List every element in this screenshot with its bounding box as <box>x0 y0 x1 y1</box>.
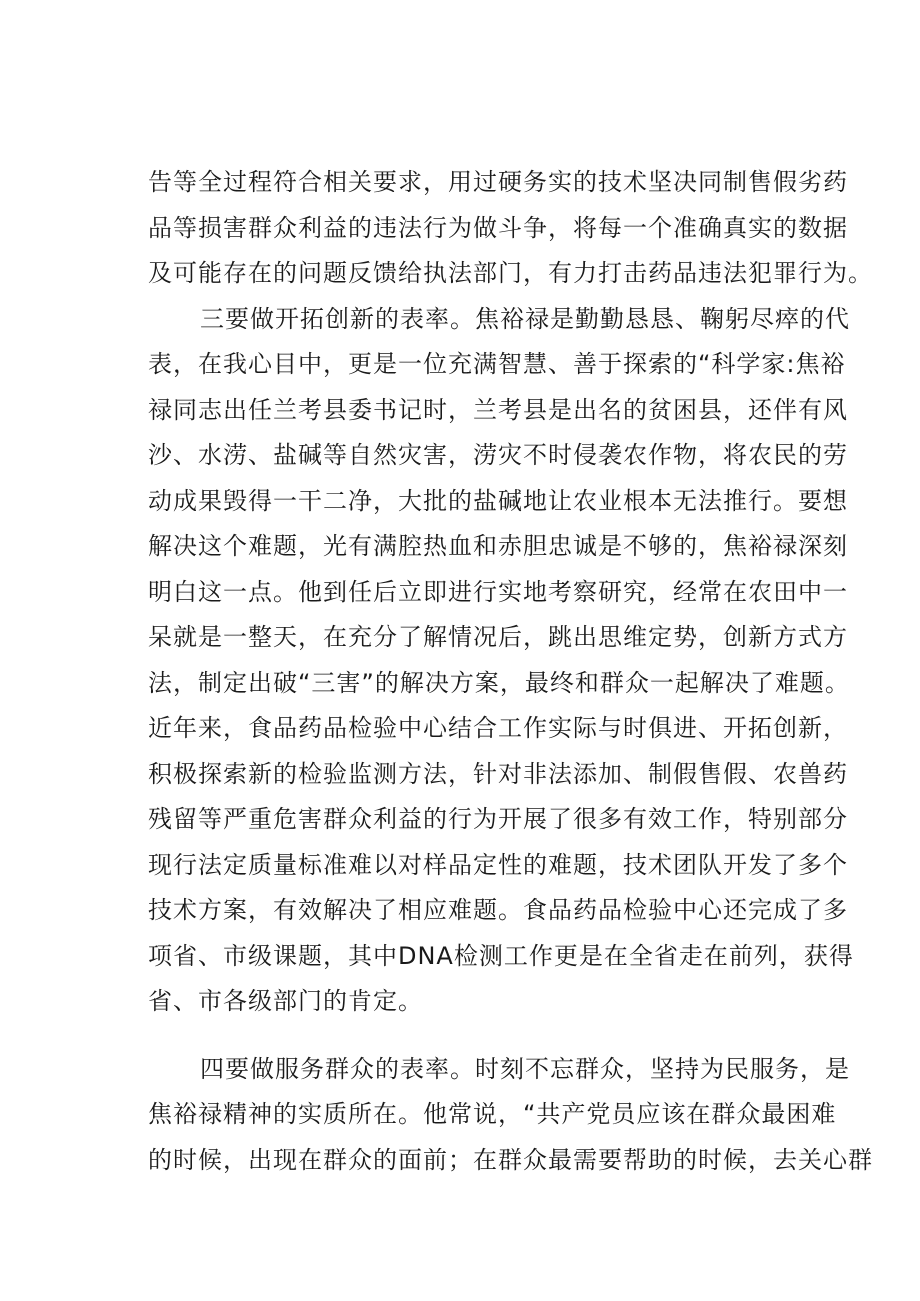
text-line: 技术方案，有效解决了相应难题。食品药品检验中心还完成了多 <box>148 896 848 924</box>
text-line: 残留等严重危害群众利益的行为开展了很多有效工作，特别部分 <box>148 805 848 833</box>
text-line: 明白这一点。他到任后立即进行实地考察研究，经常在农田中一 <box>148 577 848 606</box>
document-body <box>148 160 873 1183</box>
text-line: 品等损害群众利益的违法行为做斗争，将每一个准确真实的数据 <box>148 213 848 242</box>
paragraph-2 <box>148 297 854 1025</box>
text-line: 动成果毁得一干二净，大批的盐碱地让农业根本无法推行。要想 <box>148 486 848 515</box>
text-line: 积极探索新的检验监测方法，针对非法添加、制假售假、农兽药 <box>148 759 848 788</box>
text-line: 焦裕禄精神的实质所在。他常说，“共产党员应该在群众最困难 <box>148 1100 837 1128</box>
text-line: 告等全过程符合相关要求，用过硬务实的技术坚决同制售假劣药 <box>148 168 848 196</box>
text-line: 现行法定质量标准难以对样品定性的难题，技术团队开发了多个 <box>148 850 848 879</box>
paragraph-1 <box>148 160 873 297</box>
paragraph-spacer <box>148 1025 800 1047</box>
text-line: 近年来，食品药品检验中心结合工作实际与时俱进、开拓创新， <box>148 714 848 742</box>
text-line: 三要做开拓创新的表率。焦裕禄是勤勤恳恳、鞠躬尽瘁的代 <box>200 304 850 333</box>
text-line: 沙、水涝、盐碱等自然灾害，涝灾不时侵袭农作物，将农民的劳 <box>148 441 848 469</box>
text-line: 省、市各级部门的肯定。 <box>148 987 423 1015</box>
text-line: 禄同志出任兰考县委书记时，兰考县是出名的贫困县，还伴有风 <box>148 395 848 424</box>
paragraph-3 <box>148 1047 873 1184</box>
text-line: 的时候，出现在群众的面前；在群众最需要帮助的时候，去关心群 <box>148 1145 873 1174</box>
text-line: 表，在我心目中，更是一位充满智慧、善于探索的“科学家:焦裕 <box>148 350 846 378</box>
text-line: 项省、市级课题，其中DNA检测工作更是在全省走在前列，获得 <box>148 941 854 970</box>
text-line: 解决这个难题，光有满腔热血和赤胆忠诚是不够的，焦裕禄深刻 <box>148 532 848 560</box>
text-line: 四要做服务群众的表率。时刻不忘群众，坚持为民服务，是 <box>200 1054 850 1083</box>
text-line: 呆就是一整天，在充分了解情况后，跳出思维定势，创新方式方 <box>148 623 848 651</box>
text-line: 及可能存在的问题反馈给执法部门，有力打击药品违法犯罪行为。 <box>148 259 873 287</box>
text-line: 法，制定出破“三害”的解决方案，最终和群众一起解决了难题。 <box>148 668 850 697</box>
